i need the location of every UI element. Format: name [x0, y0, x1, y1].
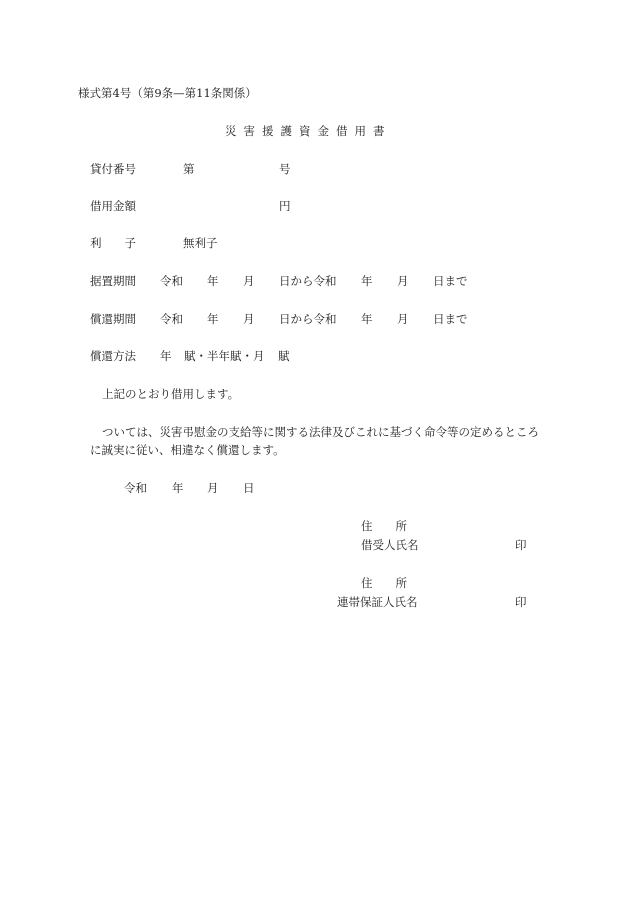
repayment-period-until: 日まで	[433, 312, 468, 326]
loan-number-prefix: 第	[183, 162, 195, 176]
repayment-period-from: 日から令和	[279, 312, 337, 326]
repayment-method-year: 年	[160, 349, 172, 363]
date-era: 令和	[124, 481, 147, 495]
loan-number-suffix: 号	[279, 162, 291, 176]
deferment-era: 令和	[160, 274, 183, 288]
borrower-name-label: 借受人氏名	[361, 538, 419, 552]
repayment-period-month: 月	[243, 312, 255, 326]
interest-value: 無利子	[183, 236, 218, 250]
date-day: 日	[243, 481, 255, 495]
statement-repay-line1: ついては、災害弔慰金の支給等に関する法律及びこれに基づく命令等の定めるところ	[102, 425, 539, 439]
form-number: 様式第4号（第9条—第11条関係）	[78, 86, 257, 100]
amount-unit: 円	[279, 199, 291, 213]
deferment-month2: 月	[397, 274, 409, 288]
repayment-period-label: 償還期間	[90, 312, 136, 326]
guarantor-address-label: 住 所	[361, 576, 407, 590]
date-month: 月	[207, 481, 219, 495]
loan-number-label: 貸付番号	[90, 162, 136, 176]
repayment-method-options: 賦・半年賦・月	[184, 349, 265, 363]
guarantor-seal: 印	[515, 595, 527, 609]
deferment-month: 月	[243, 274, 255, 288]
repayment-period-month2: 月	[397, 312, 409, 326]
borrower-seal: 印	[515, 538, 527, 552]
deferment-from: 日から令和	[279, 274, 337, 288]
deferment-until: 日まで	[433, 274, 468, 288]
repayment-period-era: 令和	[160, 312, 183, 326]
repayment-period-year: 年	[207, 312, 219, 326]
amount-label: 借用金額	[90, 199, 136, 213]
deferment-year: 年	[207, 274, 219, 288]
statement-repay-line2: に誠実に従い、相違なく償還します。	[90, 443, 285, 457]
interest-label: 利 子	[90, 236, 136, 250]
guarantor-name-label: 連帯保証人氏名	[337, 595, 418, 609]
document-title: 災害援護資金借用書	[225, 124, 392, 138]
repayment-method-label: 償還方法	[90, 349, 136, 363]
borrower-address-label: 住 所	[361, 519, 407, 533]
statement-borrow: 上記のとおり借用します。	[102, 387, 240, 401]
deferment-year2: 年	[361, 274, 373, 288]
repayment-period-year2: 年	[361, 312, 373, 326]
deferment-label: 据置期間	[90, 274, 136, 288]
repayment-method-monthly: 賦	[278, 349, 290, 363]
date-year: 年	[172, 481, 184, 495]
